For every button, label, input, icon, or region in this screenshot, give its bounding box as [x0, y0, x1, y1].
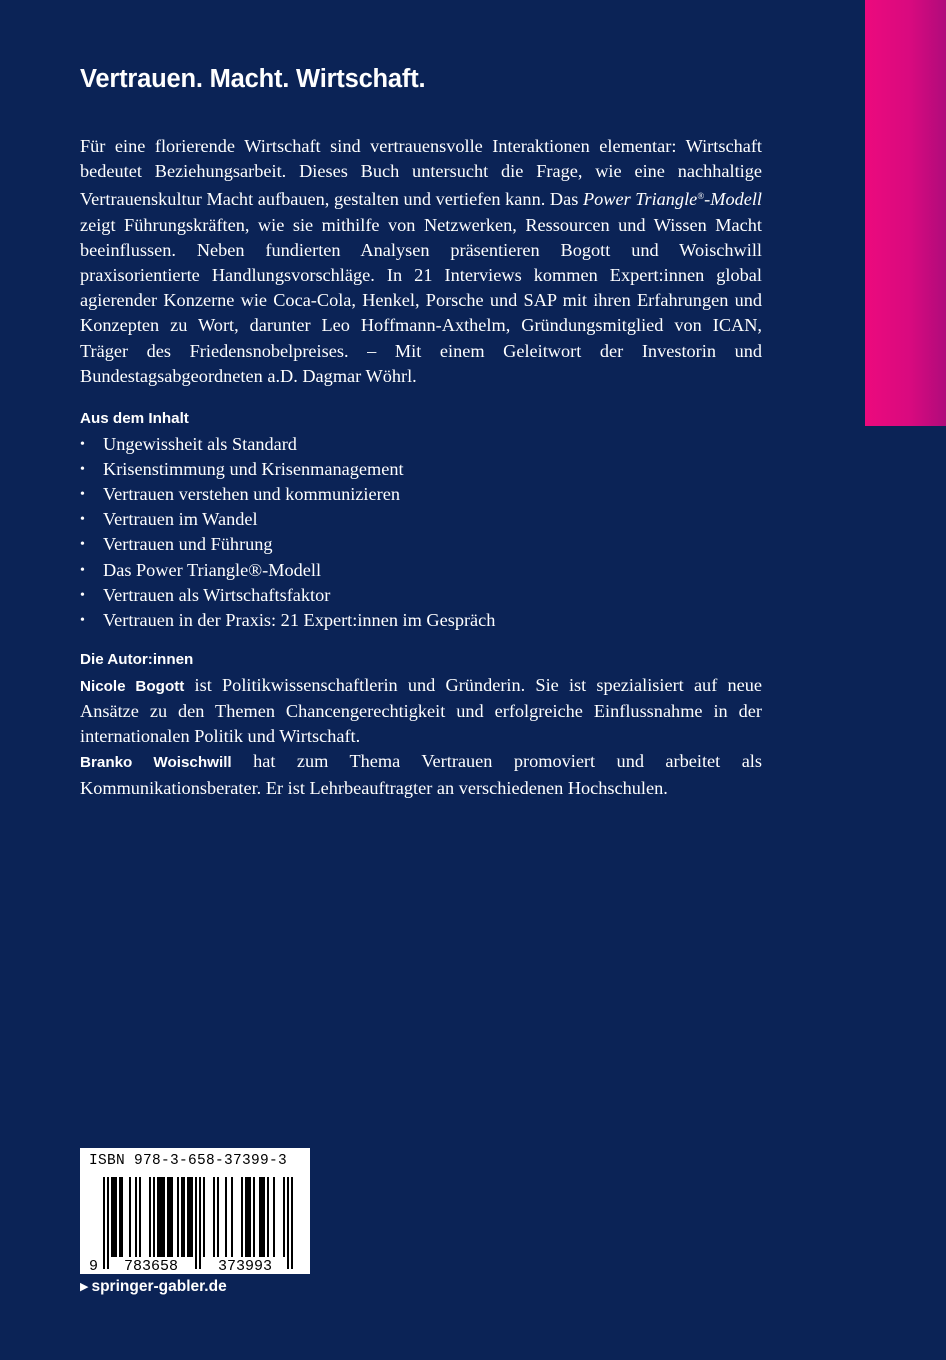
barcode-bar — [119, 1177, 121, 1257]
barcode-bar — [213, 1177, 215, 1257]
blurb-text — [80, 134, 762, 389]
publisher-website[interactable] — [80, 1278, 227, 1296]
barcode-bar — [253, 1177, 255, 1257]
list-item: • Vertrauen in der Praxis: 21 Expert:innen im Gespräch — [80, 608, 762, 633]
barcode-bar — [153, 1177, 155, 1257]
barcode-bar — [191, 1177, 193, 1257]
barcode-bar — [231, 1177, 233, 1257]
arrow-right-icon: ▶ — [80, 1281, 89, 1293]
barcode-bar — [177, 1177, 179, 1257]
isbn-barcode — [80, 1148, 310, 1274]
authors-heading: Die Autor:innen — [80, 650, 194, 668]
isbn-label: ISBN 978-3-658-37399-3 — [89, 1153, 288, 1169]
barcode-bar — [263, 1177, 265, 1257]
barcode-bar — [107, 1177, 109, 1269]
barcode-bar — [203, 1177, 205, 1257]
list-item: • Vertrauen im Wandel — [80, 507, 762, 532]
bullet-icon: • — [80, 512, 85, 528]
barcode-bar — [149, 1177, 151, 1257]
barcode-bar — [169, 1177, 171, 1257]
bullet-icon: • — [80, 462, 85, 478]
barcode-bar — [181, 1177, 183, 1257]
bullet-icon: • — [80, 437, 85, 453]
barcode-bar — [249, 1177, 251, 1257]
barcode-bar — [245, 1177, 247, 1257]
bullet-icon: • — [80, 537, 85, 553]
barcode-bar — [291, 1177, 293, 1269]
contents-list — [80, 432, 762, 633]
barcode-digits: 373993 — [217, 1258, 273, 1273]
blurb-part1: Für eine florierende Wirtschaft sind vertrauensvolle Interaktionen elementar: Wirtschaft bedeutet Beziehungsarbeit. Dieses Buch untersucht die Frage, wie eine nachhaltige Vertrauenskultur Macht aufbauen, gestalten und vertiefen kann. Das — [80, 136, 762, 210]
barcode-digits: 9 — [89, 1258, 99, 1273]
barcode-bar — [247, 1177, 249, 1257]
barcode-bar — [187, 1177, 189, 1257]
list-item: • Ungewissheit als Standard — [80, 432, 762, 457]
barcode-bar — [161, 1177, 163, 1257]
barcode-bar — [167, 1177, 169, 1257]
author-name: Nicole Bogott — [80, 677, 185, 695]
barcode-bar — [159, 1177, 161, 1257]
bullet-icon: • — [80, 562, 85, 578]
barcode-bar — [267, 1177, 269, 1257]
barcode-bar — [217, 1177, 219, 1257]
barcode-graphic — [81, 1173, 309, 1273]
list-item: • Das Power Triangle®-Modell — [80, 558, 762, 583]
barcode-bar — [139, 1177, 141, 1257]
barcode-bar — [225, 1177, 227, 1257]
bullet-icon: • — [80, 587, 85, 603]
author-bio-bogott: Nicole Bogott ist Politikwissenschaftlerin und Gründerin. Sie ist spezialisiert auf neue Ansätze zu den Themen Chancengerechtigkeit und erfolgreiche Einflussnahme in der internationalen Politik und Wirtschaft. — [80, 674, 762, 747]
author-name: Branko Woischwill — [80, 754, 232, 772]
book-title: Vertrauen. Macht. Wirtschaft. — [80, 65, 426, 93]
barcode-bar — [157, 1177, 159, 1257]
barcode-bar — [163, 1177, 165, 1257]
author-bio-woischwill: Branko Woischwill hat zum Thema Vertrauen promoviert und arbeitet als Kommunikationsberater. Er ist Lehrbeauftragter an verschiedenen Hochschulen. — [80, 751, 762, 798]
contents-heading: Aus dem Inhalt — [80, 410, 189, 428]
list-item: • Krisenstimmung und Krisenmanagement — [80, 457, 762, 482]
barcode-bar — [135, 1177, 137, 1257]
accent-strip — [865, 0, 946, 426]
back-cover-content — [80, 62, 762, 801]
barcode-bar — [111, 1177, 113, 1257]
barcode-bar — [113, 1177, 115, 1257]
blurb-italic1: Power Triangle — [582, 189, 698, 210]
list-item: • Vertrauen verstehen und kommunizieren — [80, 482, 762, 507]
barcode-bar — [283, 1177, 285, 1257]
barcode-bar — [195, 1177, 197, 1269]
barcode-bar — [103, 1177, 105, 1269]
barcode-bar — [259, 1177, 261, 1257]
list-item: • Vertrauen und Führung — [80, 532, 762, 557]
blurb-part2: zeigt Führungskräften, wie sie mithilfe von Netzwerken, Ressourcen und Wissen Macht beeinflussen. Neben fundierten Analysen präsentieren Bogott und Woischwill praxisorientierte Handlungsvorschläge. In 21 Interviews kommen Expert:innen global agierender Konzerne wie Coca-Cola, Henkel, Porsche und SAP mit ihren Erfahrungen und Konzepten zu Wort, darunter Leo Hoffmann-Axthelm, Gründungsmitglied von ICAN, Träger des Friedensnobelpreises. – Mit einem Geleitwort der Investorin und Bundestagsabgeordneten a.D. Dagmar Wöhrl. — [80, 214, 762, 386]
barcode-bar — [241, 1177, 243, 1257]
barcode-bar — [121, 1177, 123, 1257]
website-url: springer-gabler.de — [91, 1278, 227, 1295]
barcode-bar — [261, 1177, 263, 1257]
blurb-italic-power-triangle — [583, 189, 762, 209]
bullet-icon: • — [80, 612, 85, 628]
barcode-bar — [171, 1177, 173, 1257]
bullet-icon: • — [80, 487, 85, 503]
blurb-italic2: -Modell — [704, 189, 762, 210]
barcode-bar — [115, 1177, 117, 1257]
barcode-bar — [183, 1177, 185, 1257]
barcode-bar — [273, 1177, 275, 1257]
barcode-bar — [287, 1177, 289, 1269]
list-item: • Vertrauen als Wirtschaftsfaktor — [80, 583, 762, 608]
barcode-bar — [199, 1177, 201, 1269]
barcode-digits: 783658 — [123, 1258, 179, 1273]
barcode-bar — [129, 1177, 131, 1257]
barcode-bar — [189, 1177, 191, 1257]
registered-mark: ® — [697, 191, 705, 202]
